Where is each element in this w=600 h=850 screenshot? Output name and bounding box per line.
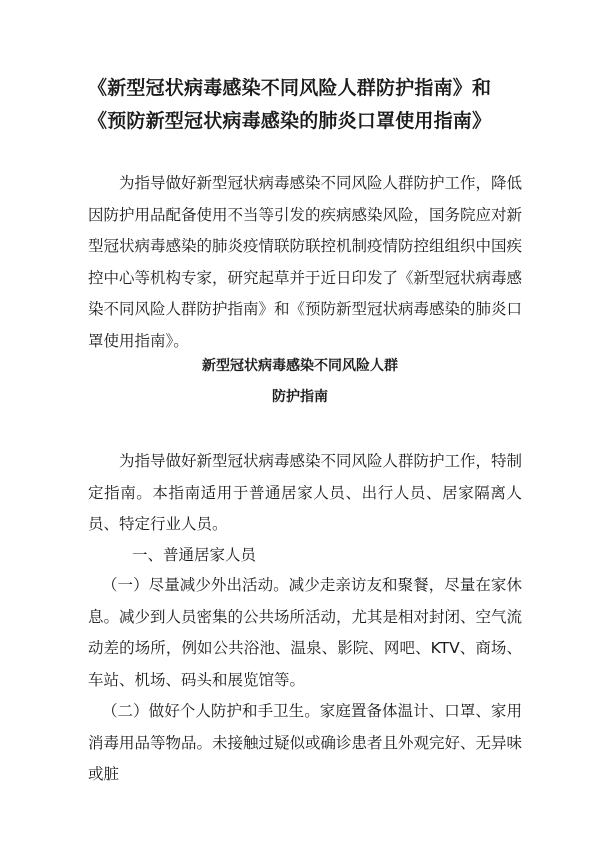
section-title-line2: 防护指南	[272, 389, 328, 405]
guide-intro-paragraph: 为指导做好新型冠状病毒感染不同风险人群防护工作，特制定指南。本指南适用于普通居家人员、出行人员、居家隔离人员、特定行业人员。	[88, 452, 523, 533]
document-title: 《新型冠状病毒感染不同风险人群防护指南》和《预防新型冠状病毒感染的肺炎口罩使用指南》	[88, 77, 492, 132]
intro-paragraph: 为指导做好新型冠状病毒感染不同风险人群防护工作，降低因防护用品配备使用不当等引发的疾病感染风险，国务院应对新型冠状病毒感染的肺炎疫情联防联控机制疫情防控组组织中国疾控中心等机构专家，研究起草并于近日印发了《新型冠状病毒感染不同风险人群防护指南》和《预防新型冠状病毒感染的肺炎口罩使用指南》。	[88, 174, 523, 350]
section-title-line1: 新型冠状病毒感染不同风险人群	[202, 358, 398, 374]
item-personal-protection: （二）做好个人防护和手卫生。家庭置备体温计、口罩、家用消毒用品等物品。未接触过疑似或确诊患者且外观完好、无异味或脏	[88, 702, 523, 783]
heading-general-home-residents: 一、普通居家人员	[132, 546, 257, 564]
item-reduce-outings: （一）尽量减少外出活动。减少走亲访友和聚餐，尽量在家休息。减少到人员密集的公共场所活动，尤其是相对封闭、空气流动差的场所，例如公共浴池、温泉、影院、网吧、KTV、商场、车站、机场、码头和展览馆等。	[88, 576, 523, 689]
